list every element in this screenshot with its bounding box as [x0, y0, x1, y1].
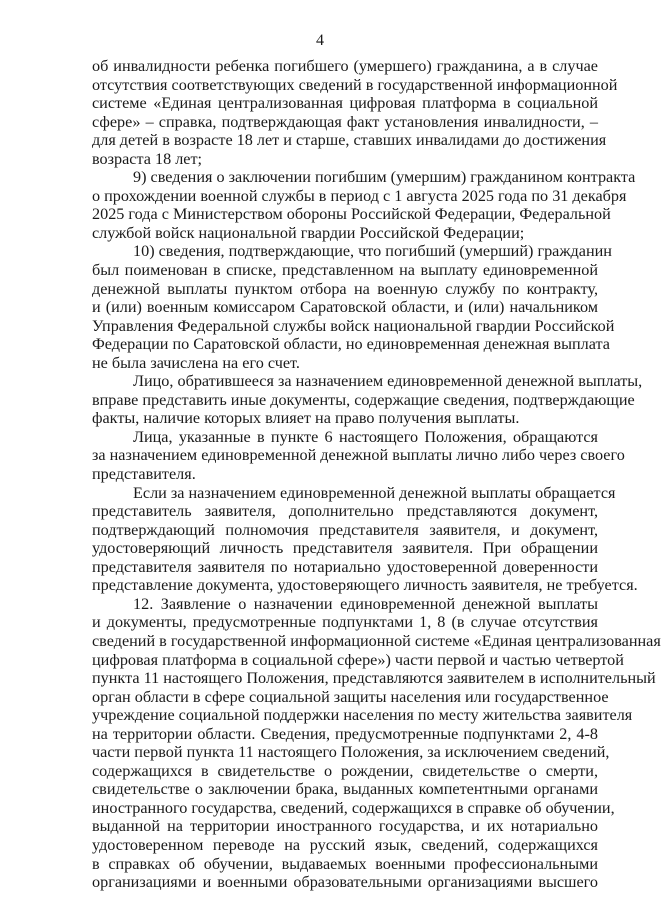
text-line: пункта 11 настоящего Положения, представляются заявителем в исполнительный: [92, 669, 656, 688]
text-line: организациями и военными образовательными организациями высшего: [92, 873, 598, 892]
paragraph: [92, 372, 643, 428]
text-line: свидетельстве о заключении брака, выданных компетентными органами: [92, 780, 598, 799]
text-line: денежной выплаты пунктом отбора на военную службу по контракту,: [92, 279, 598, 298]
text-line: отсутствия соответствующих сведений в государственной информационной: [92, 75, 618, 94]
text-line: иностранного государства, сведений, содержащихся в справке об обучении,: [92, 798, 615, 817]
text-line: Управления Федеральной службы войск национальной гвардии Российской: [92, 316, 615, 335]
text-line: 10) сведения, подтверждающие, что погибший (умерший) гражданин: [133, 242, 612, 261]
text-line: удостоверенном переводе на русский язык, сведений, содержащихся: [92, 835, 598, 854]
text-line: за назначением единовременной денежной выплаты лично либо через своего: [92, 446, 625, 465]
text-line: на территории области. Сведения, предусмотренные подпунктами 2, 4-8: [92, 724, 598, 743]
text-line: Федерации по Саратовской области, но единовременная денежная выплата: [92, 335, 610, 354]
text-line: возраста 18 лет;: [92, 149, 203, 168]
paragraph: [92, 57, 618, 168]
text-line: 2025 года с Министерством обороны Российской Федерации, Федеральной: [92, 205, 611, 224]
text-line: 12. Заявление о назначении единовременной денежной выплаты: [133, 594, 598, 613]
text-line: был поименован в списке, представленном на выплату единовременной: [92, 261, 598, 280]
paragraph: [92, 168, 636, 242]
text-line: удостоверяющий личность представителя заявителя. При обращении: [92, 539, 598, 558]
text-line: сведений в государственной информационной системе «Единая централизованная: [92, 631, 661, 650]
text-line: службой войск национальной гвардии Российской Федерации;: [92, 223, 525, 242]
paragraph: [92, 594, 661, 892]
text-line: представителя.: [92, 465, 196, 484]
text-line: представление документа, удостоверяющего личность заявителя, не требуется.: [92, 576, 638, 595]
text-line: представитель заявителя, дополнительно представляются документ,: [92, 502, 598, 521]
text-line: цифровая платформа в социальной сфере») части первой и частью четвертой: [92, 650, 624, 669]
text-line: части первой пункта 11 настоящего Положения, за исключением сведений,: [92, 743, 610, 762]
text-line: о прохождении военной службы в период с 1 августа 2025 года по 31 декабря: [92, 186, 627, 205]
text-line: и (или) военным комиссаром Саратовской области, и (или) начальником: [92, 298, 598, 317]
text-line: содержащихся в свидетельстве о рождении, свидетельстве о смерти,: [92, 761, 598, 780]
text-line: орган области в сфере социальной защиты населения или государственное: [92, 687, 609, 706]
text-line: сфере» – справка, подтверждающая факт установления инвалидности, –: [92, 112, 598, 131]
paragraph: [92, 483, 638, 595]
text-line: представителя заявителя по нотариально удостоверенной доверенности: [92, 557, 598, 576]
text-line: выданной на территории иностранного государства, и их нотариально: [92, 817, 598, 836]
text-line: и документы, предусмотренные подпунктами 1, 8 (в случае отсутствия: [92, 613, 598, 632]
text-line: учреждение социальной поддержки населения по месту жительства заявителя: [92, 706, 633, 725]
text-line: факты, наличие которых влияет на право получения выплаты.: [92, 409, 520, 428]
text-line: для детей в возрасте 18 лет и старше, ставших инвалидами до достижения: [92, 131, 607, 150]
paragraph: [92, 242, 615, 372]
text-line: Лица, указанные в пункте 6 настоящего Положения, обращаются: [133, 427, 598, 446]
text-line: 9) сведения о заключении погибшим (умершим) гражданином контракта: [133, 168, 636, 187]
paragraph: [92, 427, 625, 484]
text-line: системе «Единая централизованная цифровая платформа в социальной: [92, 94, 598, 113]
text-line: не была зачислена на его счет.: [92, 353, 300, 372]
text-line: подтверждающий полномочия представителя заявителя, и документ,: [92, 520, 598, 539]
text-line: в справках об обучении, выдаваемых военными профессиональными: [92, 854, 598, 873]
text-line: Если за назначением единовременной денежной выплаты обращается: [133, 483, 616, 502]
document-body: [92, 57, 661, 892]
text-line: Лицо, обратившееся за назначением единовременной денежной выплаты,: [133, 372, 643, 391]
text-line: вправе представить иные документы, содержащие сведения, подтверждающие: [92, 390, 635, 409]
text-line: об инвалидности ребенка погибшего (умершего) гражданина, а в случае: [92, 57, 598, 75]
page-number: 4: [316, 32, 324, 49]
